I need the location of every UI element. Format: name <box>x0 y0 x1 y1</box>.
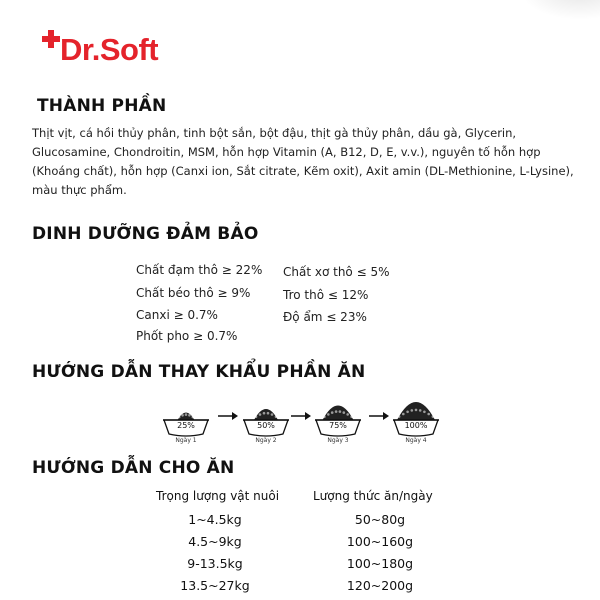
kibble-piece <box>343 411 346 414</box>
nutrition-item: Chất đạm thô ≥ 22% <box>136 263 263 277</box>
table-cell-weight: 1~4.5kg <box>188 512 242 527</box>
nutrition-item: Tro thô ≤ 12% <box>283 288 369 302</box>
transition-steps <box>160 392 450 444</box>
kibble-piece <box>339 410 342 413</box>
table-cell-weight: 4.5~9kg <box>188 534 242 549</box>
kibble-piece <box>259 413 262 416</box>
arrow-right-icon <box>368 411 390 421</box>
kibble-piece <box>271 413 274 416</box>
table-cell-amount: 100~160g <box>346 534 414 549</box>
kibble-piece <box>327 413 330 416</box>
arrow-right-icon <box>217 411 239 421</box>
kibble-piece <box>263 412 266 415</box>
nutrition-title: DINH DƯỠNG ĐẢM BẢO <box>32 224 259 244</box>
kibble-piece <box>188 414 191 417</box>
kibble-piece <box>267 412 270 415</box>
kibble-piece <box>185 413 188 416</box>
nutrition-item: Chất béo thô ≥ 9% <box>136 286 251 300</box>
table-cell-amount: 100~180g <box>346 556 414 571</box>
table-header-amount: Lượng thức ăn/ngày <box>313 489 433 503</box>
feeding-title: HƯỚNG DẪN CHO ĂN <box>32 458 235 478</box>
transition-title: HƯỚNG DẪN THAY KHẨU PHẦN ĂN <box>32 362 366 382</box>
table-header-weight: Trọng lượng vật nuôi <box>156 489 280 503</box>
ingredients-text: Thịt vịt, cá hồi thủy phân, tinh bột sắn, bột đậu, thịt gà thủy phân, dầu gà, Glycerin, Glucosamine, Chondroitin, MSM, hỗn hợp Vitamin (A, B12, D, E, v.v.), nguyên tố hỗn hợp (Khoáng chất), hỗn hợp (Canxi ion, Sắt citrate, Kẽm oxit), Axit amin (DL-Methionine, L-Lysine), màu thực phẩm. <box>32 126 574 197</box>
food-bowl-step <box>240 392 292 444</box>
kibble-pile <box>254 409 278 420</box>
kibble-piece <box>432 415 435 418</box>
kibble-piece <box>323 415 326 418</box>
table-cell-weight: 13.5~27kg <box>180 578 250 593</box>
kibble-piece <box>427 413 430 416</box>
kibble-piece <box>331 411 334 414</box>
kibble-piece <box>275 415 278 418</box>
step-percent: 75% <box>329 421 347 430</box>
step-percent: 100% <box>404 421 428 430</box>
kibble-piece <box>346 413 349 416</box>
brand-logo <box>42 30 158 70</box>
nutrition-item: Chất xơ thô ≤ 5% <box>283 265 390 279</box>
nutrition-item: Phốt pho ≥ 0.7% <box>136 329 238 343</box>
brand-name: Dr.Soft <box>60 32 159 67</box>
kibble-piece <box>181 414 184 417</box>
table-cell-weight: 9-13.5kg <box>187 556 243 571</box>
kibble-piece <box>419 409 422 412</box>
kibble-piece <box>402 413 405 416</box>
kibble-piece <box>423 411 426 414</box>
kibble-piece <box>398 415 401 418</box>
kibble-piece <box>350 415 353 418</box>
corner-shadow <box>520 0 600 20</box>
kibble-piece <box>411 409 414 412</box>
food-bowl-step <box>390 392 442 444</box>
step-day: Ngày 4 <box>405 437 427 444</box>
kibble-piece <box>406 411 409 414</box>
nutrition-item: Độ ẩm ≤ 23% <box>283 310 367 324</box>
step-percent: 25% <box>177 421 195 430</box>
nutrition-item: Canxi ≥ 0.7% <box>136 308 218 322</box>
kibble-piece <box>415 409 418 412</box>
food-bowl-step <box>312 392 364 444</box>
step-day: Ngày 3 <box>327 437 349 444</box>
step-day: Ngày 1 <box>175 437 197 444</box>
table-cell-amount: 50~80g <box>354 512 406 527</box>
food-bowl-step <box>160 392 212 444</box>
ingredients-title: THÀNH PHẦN <box>37 96 167 116</box>
kibble-piece <box>335 410 338 413</box>
kibble-piece <box>178 416 181 419</box>
step-day: Ngày 2 <box>255 437 277 444</box>
step-percent: 50% <box>257 421 275 430</box>
table-cell-amount: 120~200g <box>346 578 414 593</box>
arrow-right-icon <box>290 411 312 421</box>
kibble-piece <box>192 416 195 419</box>
medical-cross-icon <box>42 30 60 48</box>
kibble-pile <box>323 406 354 421</box>
kibble-piece <box>255 415 258 418</box>
